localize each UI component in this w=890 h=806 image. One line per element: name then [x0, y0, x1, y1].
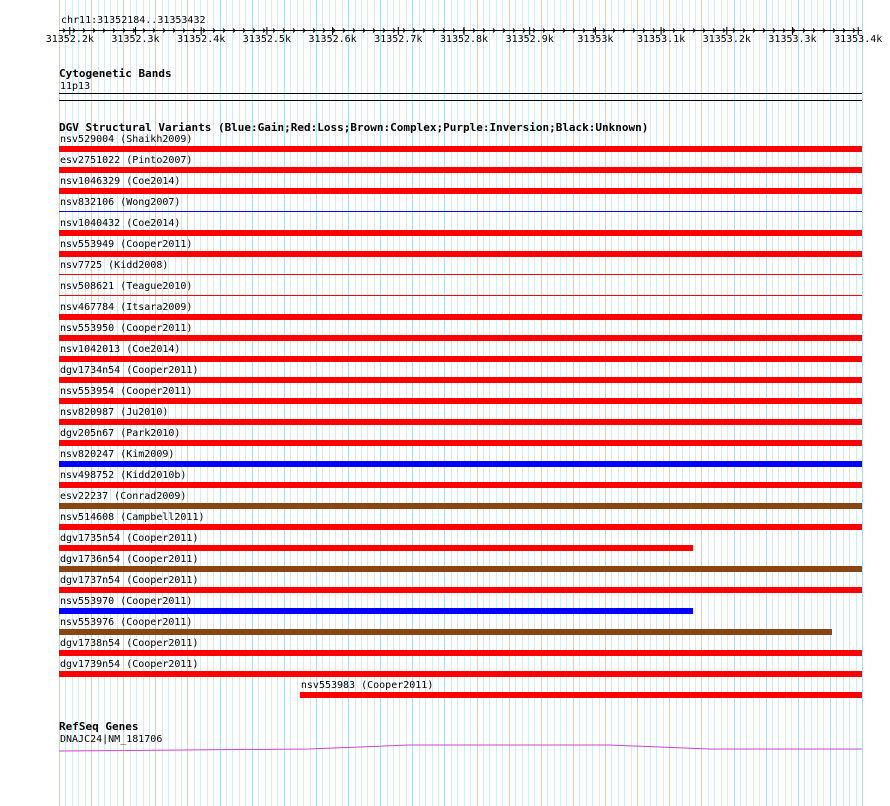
variant-label[interactable]: dgv1739n54 (Cooper2011)	[60, 659, 199, 670]
variant-label[interactable]: nsv820247 (Kim2009)	[60, 449, 175, 460]
variant-bar-loss[interactable]	[59, 482, 862, 488]
cytoband-line-bottom	[59, 100, 862, 101]
variant-bar-loss[interactable]	[59, 335, 862, 341]
variant-bar-gain[interactable]	[59, 461, 862, 467]
variant-bar-loss[interactable]	[59, 188, 862, 194]
variant-bar-loss[interactable]	[59, 230, 862, 236]
region-label: chr11:31352184..31353432	[61, 15, 206, 26]
ruler-tick-label: 31353.1k	[637, 34, 686, 45]
variant-bar-loss[interactable]	[59, 671, 862, 677]
variant-label[interactable]: dgv205n67 (Park2010)	[60, 428, 181, 439]
variant-bar-loss[interactable]	[59, 524, 862, 530]
ruler-tick-label: 31352.6k	[308, 34, 357, 45]
ruler-tick-label: 31353.4k	[834, 34, 883, 45]
ruler-tick-label: 31352.8k	[439, 34, 489, 45]
variant-label[interactable]: esv22237 (Conrad2009)	[60, 491, 187, 502]
variant-bar-loss[interactable]	[59, 167, 862, 173]
variant-label[interactable]: nsv553954 (Cooper2011)	[60, 386, 193, 397]
variant-label[interactable]: nsv508621 (Teague2010)	[60, 281, 193, 292]
variant-label[interactable]: nsv7725 (Kidd2008)	[60, 260, 169, 271]
ruler-tick-label: 31353k	[577, 34, 614, 45]
variant-bar-gain[interactable]	[59, 211, 862, 212]
variant-label[interactable]: dgv1738n54 (Cooper2011)	[60, 638, 199, 649]
cytoband-track-title: Cytogenetic Bands	[59, 67, 172, 80]
variant-label[interactable]: nsv553970 (Cooper2011)	[60, 596, 193, 607]
variant-bar-gain[interactable]	[59, 608, 693, 614]
variant-bar-loss[interactable]	[59, 146, 862, 152]
variant-bar-loss[interactable]	[300, 692, 862, 698]
variant-label[interactable]: nsv1040432 (Coe2014)	[60, 218, 181, 229]
variant-bar-loss[interactable]	[59, 274, 862, 275]
ruler-tick-label: 31352.7k	[374, 34, 423, 45]
variant-label[interactable]: nsv529004 (Shaikh2009)	[60, 134, 193, 145]
variant-bar-loss[interactable]	[59, 650, 862, 656]
variant-label[interactable]: dgv1734n54 (Cooper2011)	[60, 365, 199, 376]
variant-label[interactable]: nsv553950 (Cooper2011)	[60, 323, 193, 334]
variant-label[interactable]: dgv1736n54 (Cooper2011)	[60, 554, 199, 565]
variant-bar-loss[interactable]	[59, 314, 862, 320]
cytoband-line-top	[59, 93, 862, 94]
variant-bar-loss[interactable]	[59, 419, 862, 425]
variant-label[interactable]: nsv498752 (Kidd2010b)	[60, 470, 187, 481]
variant-bar-loss[interactable]	[59, 545, 693, 551]
variant-label[interactable]: dgv1735n54 (Cooper2011)	[60, 533, 199, 544]
variant-label[interactable]: nsv1046329 (Coe2014)	[60, 176, 181, 187]
ruler-tick-label: 31352.3k	[111, 34, 160, 45]
variant-bar-complex[interactable]	[59, 566, 862, 572]
variant-label[interactable]: nsv553983 (Cooper2011)	[300, 680, 434, 691]
ruler-tick-label: 31352.9k	[505, 34, 554, 45]
variant-bar-loss[interactable]	[59, 587, 862, 593]
variant-label[interactable]: nsv467784 (Itsara2009)	[60, 302, 193, 313]
variant-label[interactable]: dgv1737n54 (Cooper2011)	[60, 575, 199, 586]
ruler-tick-label: 31353.3k	[768, 34, 817, 45]
ruler-tick-label: 31352.5k	[242, 34, 291, 45]
variant-label[interactable]: esv2751022 (Pinto2007)	[60, 155, 193, 166]
variant-bar-loss[interactable]	[59, 295, 862, 296]
variant-label[interactable]: nsv514608 (Campbell2011)	[60, 512, 205, 523]
variant-bar-loss[interactable]	[59, 377, 862, 383]
refseq-track-title: RefSeq Genes	[59, 720, 139, 733]
ruler-tick-label: 31352.2k	[45, 34, 94, 45]
variant-bar-loss[interactable]	[59, 356, 862, 362]
variant-bar-loss[interactable]	[59, 251, 862, 257]
cytoband-label: 11p13	[60, 81, 91, 92]
variant-label[interactable]: nsv820987 (Ju2010)	[60, 407, 169, 418]
variant-bar-complex[interactable]	[59, 503, 862, 509]
variant-bar-complex[interactable]	[59, 629, 832, 635]
variant-label[interactable]: nsv553949 (Cooper2011)	[60, 239, 193, 250]
ruler-tick-label: 31352.4k	[177, 34, 226, 45]
variant-label[interactable]: nsv1042013 (Coe2014)	[60, 344, 181, 355]
variant-label[interactable]: nsv832106 (Wong2007)	[60, 197, 181, 208]
gene-intron-line	[59, 745, 862, 751]
dgv-track-title: DGV Structural Variants (Blue:Gain;Red:Loss;Brown:Complex;Purple:Inversion;Black:Unknown)	[59, 121, 649, 134]
variant-bar-loss[interactable]	[59, 398, 862, 404]
gene-label[interactable]: DNAJC24|NM_181706	[60, 734, 163, 745]
variant-bar-loss[interactable]	[59, 440, 862, 446]
gene-feature[interactable]	[59, 742, 862, 752]
variant-label[interactable]: nsv553976 (Cooper2011)	[60, 617, 193, 628]
ruler-tick-label: 31353.2k	[702, 34, 751, 45]
